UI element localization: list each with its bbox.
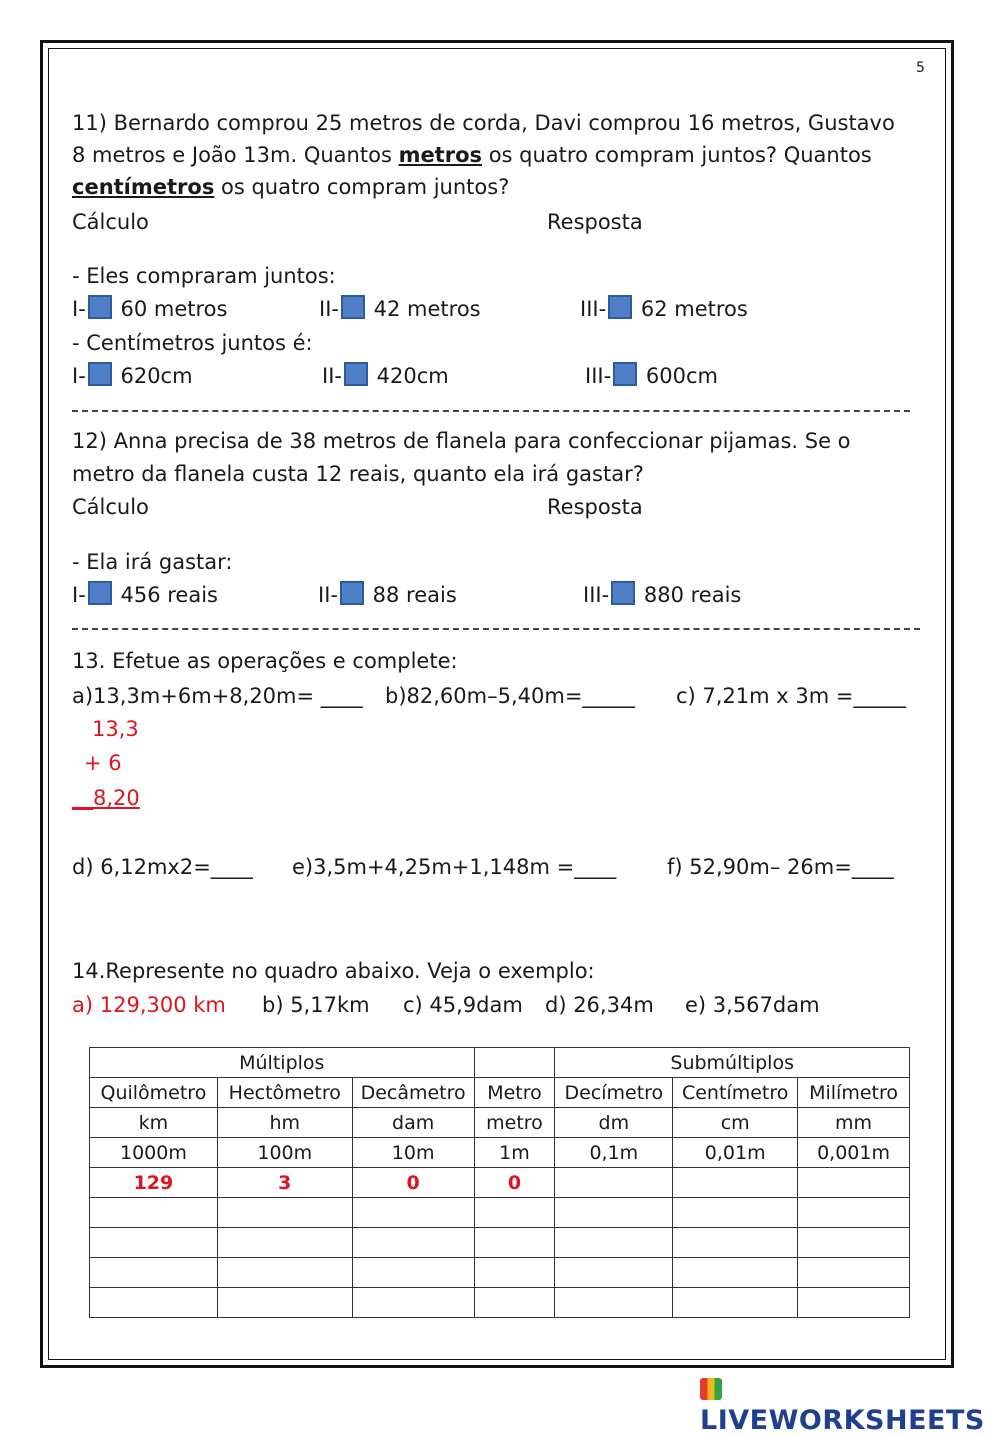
q13-e: e)3,5m+4,25m+1,148m =____ <box>292 855 617 879</box>
table-cell <box>474 1048 555 1078</box>
q11-option-2c <box>585 361 718 391</box>
q11-prompt2: - Centímetros juntos é: <box>72 331 313 355</box>
table-cell: dam <box>352 1108 474 1138</box>
q11-option-1c <box>580 294 748 324</box>
q12-checkbox-a[interactable] <box>88 581 112 605</box>
option-number: III- <box>585 364 612 388</box>
table-cell[interactable] <box>555 1258 673 1288</box>
q11-checkbox-2c[interactable] <box>613 362 637 386</box>
q11-line2 <box>72 140 872 170</box>
q14-c: c) 45,9dam <box>403 993 523 1017</box>
option-number: I- <box>72 297 86 321</box>
q14-a: a) 129,300 km <box>72 993 226 1017</box>
q11-option-2b <box>322 361 449 391</box>
option-text: 62 metros <box>640 297 748 321</box>
table-cell: 1000m <box>90 1138 218 1168</box>
q13-a: a)13,3m+6m+8,20m= ____ <box>72 684 363 708</box>
submultiples-header: Submúltiplos <box>555 1048 910 1078</box>
table-row-empty <box>90 1288 910 1318</box>
table-cell[interactable] <box>352 1198 474 1228</box>
q12-prompt: - Ela irá gastar: <box>72 550 233 574</box>
table-cell[interactable] <box>798 1168 910 1198</box>
table-cell[interactable] <box>673 1228 798 1258</box>
liveworksheets-logo <box>700 1374 1000 1436</box>
option-number: II- <box>319 297 339 321</box>
table-cell: 0,001m <box>798 1138 910 1168</box>
q11-checkbox-1a[interactable] <box>88 295 112 319</box>
q12-line1: 12) Anna precisa de 38 metros de flanela para confeccionar pijamas. Se o <box>72 429 851 453</box>
q11-checkbox-2a[interactable] <box>88 362 112 386</box>
q11-prompt1: - Eles compraram juntos: <box>72 264 336 288</box>
table-cell[interactable] <box>798 1288 910 1318</box>
q11-line3 <box>72 172 509 202</box>
page-number: 5 <box>916 60 925 76</box>
q14-e: e) 3,567dam <box>685 993 820 1017</box>
table-row-symbols <box>90 1108 910 1138</box>
q12-checkbox-c[interactable] <box>611 581 635 605</box>
q11-line2-post: os quatro compram juntos? Quantos <box>482 143 872 167</box>
table-cell: 10m <box>352 1138 474 1168</box>
table-cell[interactable] <box>673 1198 798 1228</box>
table-cell[interactable] <box>555 1288 673 1318</box>
q11-checkbox-1b[interactable] <box>341 295 365 319</box>
option-text: 60 metros <box>120 297 228 321</box>
option-number: II- <box>322 364 342 388</box>
q13-title: 13. Efetue as operações e complete: <box>72 649 458 673</box>
table-cell: 129 <box>90 1168 218 1198</box>
q13-example-line1: 13,3 <box>92 717 139 741</box>
table-cell[interactable] <box>90 1258 218 1288</box>
option-text: 42 metros <box>373 297 481 321</box>
table-cell[interactable] <box>90 1288 218 1318</box>
table-row-empty <box>90 1258 910 1288</box>
table-cell: 100m <box>217 1138 352 1168</box>
table-cell: 0 <box>352 1168 474 1198</box>
table-cell: 3 <box>217 1168 352 1198</box>
q11-line1: 11) Bernardo comprou 25 metros de corda, Davi comprou 16 metros, Gustavo <box>72 111 895 135</box>
q14-b: b) 5,17km <box>262 993 370 1017</box>
table-cell[interactable] <box>555 1228 673 1258</box>
table-cell[interactable] <box>352 1228 474 1258</box>
table-cell[interactable] <box>474 1198 555 1228</box>
option-text: 600cm <box>645 364 718 388</box>
table-cell[interactable] <box>352 1258 474 1288</box>
table-cell: Centímetro <box>673 1078 798 1108</box>
table-cell[interactable] <box>217 1198 352 1228</box>
table-cell[interactable] <box>474 1228 555 1258</box>
option-number: I- <box>72 364 86 388</box>
table-cell[interactable] <box>217 1258 352 1288</box>
option-text: 88 reais <box>372 583 457 607</box>
q11-line2-pre: 8 metros e João 13m. Quantos <box>72 143 399 167</box>
q12-option-c <box>583 580 741 610</box>
q11-answer-label: Resposta <box>547 210 643 234</box>
q13-f: f) 52,90m– 26m=____ <box>667 855 894 879</box>
q11-option-2a <box>72 361 193 391</box>
table-cell[interactable] <box>90 1198 218 1228</box>
table-cell: 0,01m <box>673 1138 798 1168</box>
q12-option-b <box>318 580 457 610</box>
table-cell[interactable] <box>217 1228 352 1258</box>
brand-text: LIVEWORKSHEETS <box>700 1405 985 1436</box>
q11-checkbox-2b[interactable] <box>344 362 368 386</box>
q13-c: c) 7,21m x 3m =_____ <box>676 684 906 708</box>
table-cell: Decímetro <box>555 1078 673 1108</box>
units-table <box>89 1047 910 1318</box>
table-cell[interactable] <box>555 1198 673 1228</box>
option-text: 880 reais <box>643 583 742 607</box>
q11-option-1a <box>72 294 227 324</box>
table-cell[interactable] <box>798 1228 910 1258</box>
table-cell[interactable] <box>673 1258 798 1288</box>
separator-line <box>72 628 920 630</box>
option-text: 420cm <box>376 364 449 388</box>
table-cell: hm <box>217 1108 352 1138</box>
table-cell: 0,1m <box>555 1138 673 1168</box>
table-cell: Quilômetro <box>90 1078 218 1108</box>
q11-metros-emphasis: metros <box>398 143 483 167</box>
table-cell: mm <box>798 1108 910 1138</box>
table-cell[interactable] <box>798 1198 910 1228</box>
table-cell[interactable] <box>90 1228 218 1258</box>
table-cell: 1m <box>474 1138 555 1168</box>
q13-d: d) 6,12mx2=____ <box>72 855 253 879</box>
table-cell: Hectômetro <box>217 1078 352 1108</box>
q11-centimetros-emphasis: centímetros <box>72 175 215 199</box>
q12-answer-label: Resposta <box>547 495 643 519</box>
separator-line <box>72 410 910 412</box>
q12-calc-label: Cálculo <box>72 495 149 519</box>
table-header-row <box>90 1048 910 1078</box>
q11-checkbox-1c[interactable] <box>608 295 632 319</box>
table-cell: cm <box>673 1108 798 1138</box>
option-text: 456 reais <box>120 583 218 607</box>
table-row-empty <box>90 1198 910 1228</box>
option-number: II- <box>318 583 338 607</box>
q13-example-line2: + 6 <box>84 751 122 775</box>
multiples-header: Múltiplos <box>90 1048 475 1078</box>
table-cell[interactable] <box>673 1168 798 1198</box>
option-number: III- <box>580 297 607 321</box>
q11-calc-label: Cálculo <box>72 210 149 234</box>
table-cell[interactable] <box>474 1258 555 1288</box>
table-cell: km <box>90 1108 218 1138</box>
table-row-empty <box>90 1228 910 1258</box>
q12-option-a <box>72 580 218 610</box>
table-cell: Decâmetro <box>352 1078 474 1108</box>
table-cell[interactable] <box>352 1288 474 1318</box>
q13-example-line3: __8,20 <box>72 786 140 810</box>
liveworksheets-logo-icon <box>700 1378 722 1400</box>
q14-d: d) 26,34m <box>545 993 654 1017</box>
q11-line3-post: os quatro compram juntos? <box>214 175 510 199</box>
table-cell[interactable] <box>217 1288 352 1318</box>
table-cell: metro <box>474 1108 555 1138</box>
table-cell[interactable] <box>474 1288 555 1318</box>
table-cell[interactable] <box>673 1288 798 1318</box>
table-cell: Milímetro <box>798 1078 910 1108</box>
q11-option-1b <box>319 294 481 324</box>
q14-title: 14.Represente no quadro abaixo. Veja o exemplo: <box>72 959 595 983</box>
q12-line2: metro da flanela custa 12 reais, quanto ela irá gastar? <box>72 462 644 486</box>
option-number: I- <box>72 583 86 607</box>
table-cell: dm <box>555 1108 673 1138</box>
option-number: III- <box>583 583 610 607</box>
table-row-names <box>90 1078 910 1108</box>
table-row-values <box>90 1138 910 1168</box>
table-row-example <box>90 1168 910 1198</box>
option-text: 620cm <box>120 364 193 388</box>
table-cell[interactable] <box>555 1168 673 1198</box>
table-cell: Metro <box>474 1078 555 1108</box>
table-cell[interactable] <box>798 1258 910 1288</box>
q13-b: b)82,60m–5,40m=_____ <box>385 684 635 708</box>
table-cell: 0 <box>474 1168 555 1198</box>
q12-checkbox-b[interactable] <box>340 581 364 605</box>
